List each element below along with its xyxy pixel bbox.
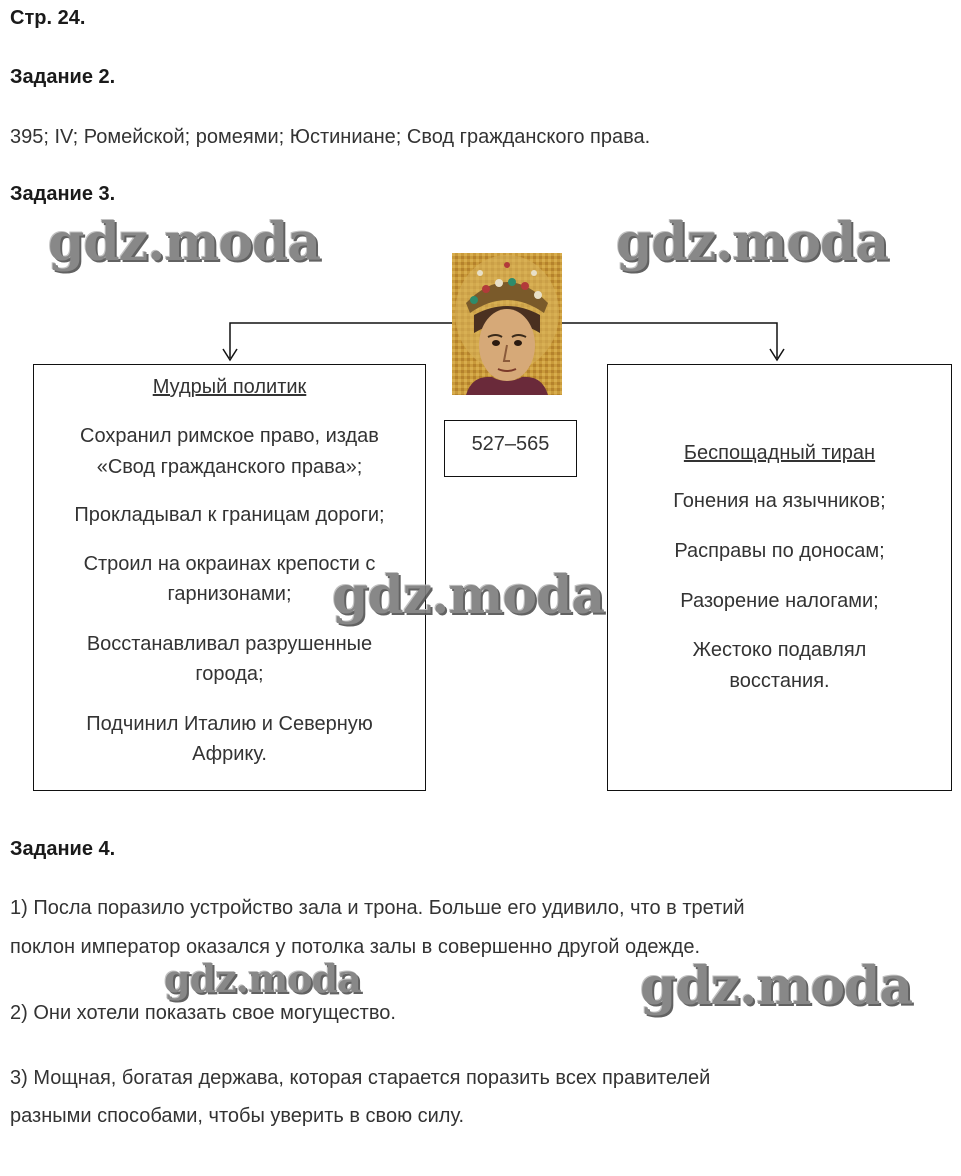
list-item: Сохранил римское право, издав: [80, 425, 379, 447]
watermark: gdz.moda: [48, 212, 321, 273]
task-2-answer: 395; IV; Ромейской; ромеями; Юстиниане; Свод гражданского права.: [10, 126, 651, 148]
watermark: gdz.moda: [640, 956, 913, 1017]
list-item: Восстанавливал разрушенные: [86, 633, 373, 655]
left-arrow: [230, 323, 452, 358]
wise-politician-title: Мудрый политик: [152, 376, 307, 398]
reign-years-box: [444, 420, 577, 477]
list-item: восстания.: [729, 670, 830, 692]
list-item: Африку.: [192, 743, 267, 765]
task-4-answer-line: 1) Посла поразило устройство зала и трона. Больше его удивило, что в третий: [10, 897, 745, 919]
ruthless-tyrant-box: [607, 364, 952, 791]
reign-years: 527–565: [471, 433, 550, 455]
watermark: gdz.moda: [616, 212, 889, 273]
task-4-answer-line: 3) Мощная, богатая держава, которая старается поразить всех правителей: [10, 1067, 711, 1089]
list-item: Прокладывал к границам дороги;: [74, 504, 385, 526]
task-4-answer-line: разными способами, чтобы уверить в свою силу.: [10, 1105, 465, 1127]
watermark: gdz.moda: [332, 565, 605, 626]
list-item: Гонения на язычников;: [673, 490, 886, 512]
list-item: «Свод гражданского права»;: [96, 456, 363, 478]
emperor-mosaic-portrait-icon: [452, 253, 562, 395]
list-item: Подчинил Италию и Северную: [86, 713, 373, 735]
list-item: гарнизонами;: [167, 583, 292, 605]
task-2-heading: Задание 2.: [10, 66, 116, 88]
list-item: Расправы по доносам;: [674, 540, 885, 562]
task-3-heading: Задание 3.: [10, 183, 116, 205]
ruthless-tyrant-title: Беспощадный тиран: [683, 442, 876, 464]
task-4-answer-line: 2) Они хотели показать свое могущество.: [10, 1002, 396, 1024]
list-item: Строил на окраинах крепости с: [83, 553, 376, 575]
watermark: gdz.moda: [164, 956, 361, 1001]
task-4-heading: Задание 4.: [10, 838, 116, 860]
list-item: города;: [195, 663, 264, 685]
list-item: Жестоко подавлял: [692, 639, 867, 661]
list-item: Разорение налогами;: [680, 590, 879, 612]
right-arrow: [562, 323, 777, 358]
page-title: Стр. 24.: [10, 7, 86, 29]
task-4-answer-line: поклон император оказался у потолка залы в совершенно другой одежде.: [10, 936, 701, 958]
